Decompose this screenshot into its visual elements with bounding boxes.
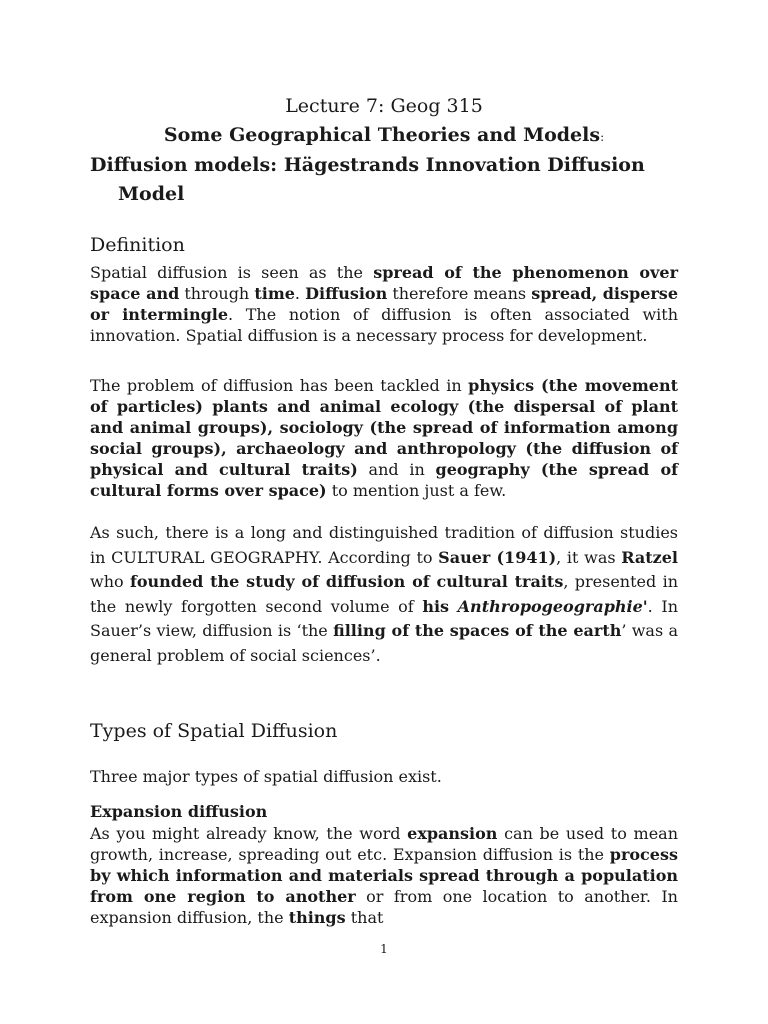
model-title-line2: Model [118, 182, 185, 205]
text-run: spread, disperse or intermingle [90, 284, 678, 324]
page-number: 1 [380, 942, 388, 956]
lecture-subtitle [90, 121, 678, 152]
text-run: or from one location to another. In expansion diffusion, the [90, 887, 678, 927]
text-run: process by which information and materials spread through a population from one region to another [90, 845, 678, 906]
text-run [449, 597, 458, 616]
text-run: . [294, 284, 306, 303]
text-run: Anthropogeographie' [457, 596, 648, 616]
definition-heading: Definition [90, 234, 185, 256]
text-run: As such, there is a long and distinguished tradition of diffusion studies in CULTURAL GEOGRAPHY. According to [90, 523, 678, 567]
text-run: Ratzel [621, 547, 678, 567]
text-run: Sauer (1941) [438, 547, 557, 567]
text-run: his [422, 596, 450, 616]
text-run: ’ was a general problem of social sciences’. [90, 621, 678, 665]
text-run: . In Sauer’s view, diffusion is ‘the [90, 596, 678, 640]
text-run: therefore means [387, 284, 532, 303]
types-intro: Three major types of spatial diffusion exist. [90, 767, 442, 786]
text-run: founded the study of diffusion of cultural traits [129, 572, 564, 591]
text-run: filling of the spaces of the earth [333, 621, 622, 640]
text-run: through [179, 284, 255, 303]
text-run: Spatial diffusion is seen as the [90, 263, 374, 282]
text-run: that [345, 908, 384, 927]
expansion-diffusion-heading: Expansion diffusion [90, 802, 268, 821]
text-run: As you might already know, the word [90, 824, 408, 843]
text-run: spread of the phenomenon over space and [90, 263, 678, 303]
model-title-line1: Diffusion models: Hägestrands Innovation Diffusion [90, 154, 645, 176]
text-run: , presented in the newly forgotten second volume of [90, 572, 679, 616]
document-header [90, 92, 678, 208]
text-run: expansion [407, 824, 498, 843]
text-run: geography (the spread of cultural forms over space) [90, 460, 678, 500]
text-run: Diffusion [305, 284, 388, 303]
text-run: The problem of diffusion has been tackled in [90, 376, 469, 395]
text-run: physics (the movement of particles) plants and animal ecology (the dispersal of plant and animal groups), sociology (the spread of information among social groups), archaeology and anthropology (the diffusion of physical and cultural traits) [90, 376, 679, 479]
text-run: and in [357, 460, 436, 479]
text-run: can be used to mean growth, increase, spreading out etc. Expansion diffusion is the [90, 824, 679, 864]
text-run: , it was [556, 547, 622, 567]
definition-paragraph-2 [90, 375, 678, 501]
text-run: who [90, 572, 130, 591]
text-run: time [254, 284, 295, 303]
text-run: things [288, 908, 346, 927]
text-run: to mention just a few. [326, 481, 507, 500]
lecture-title: Lecture 7: Geog 315 [285, 95, 483, 117]
expansion-diffusion-paragraph [90, 823, 678, 928]
definition-paragraph-1 [90, 262, 678, 346]
text-run: . The notion of diffusion is often associated with innovation. Spatial diffusion is a necessary process for development. [90, 305, 678, 345]
definition-paragraph-3 [90, 521, 678, 668]
subtitle-colon: : [600, 129, 605, 144]
types-heading: Types of Spatial Diffusion [90, 720, 338, 742]
subtitle-text: Some Geographical Theories and Models [163, 123, 601, 146]
